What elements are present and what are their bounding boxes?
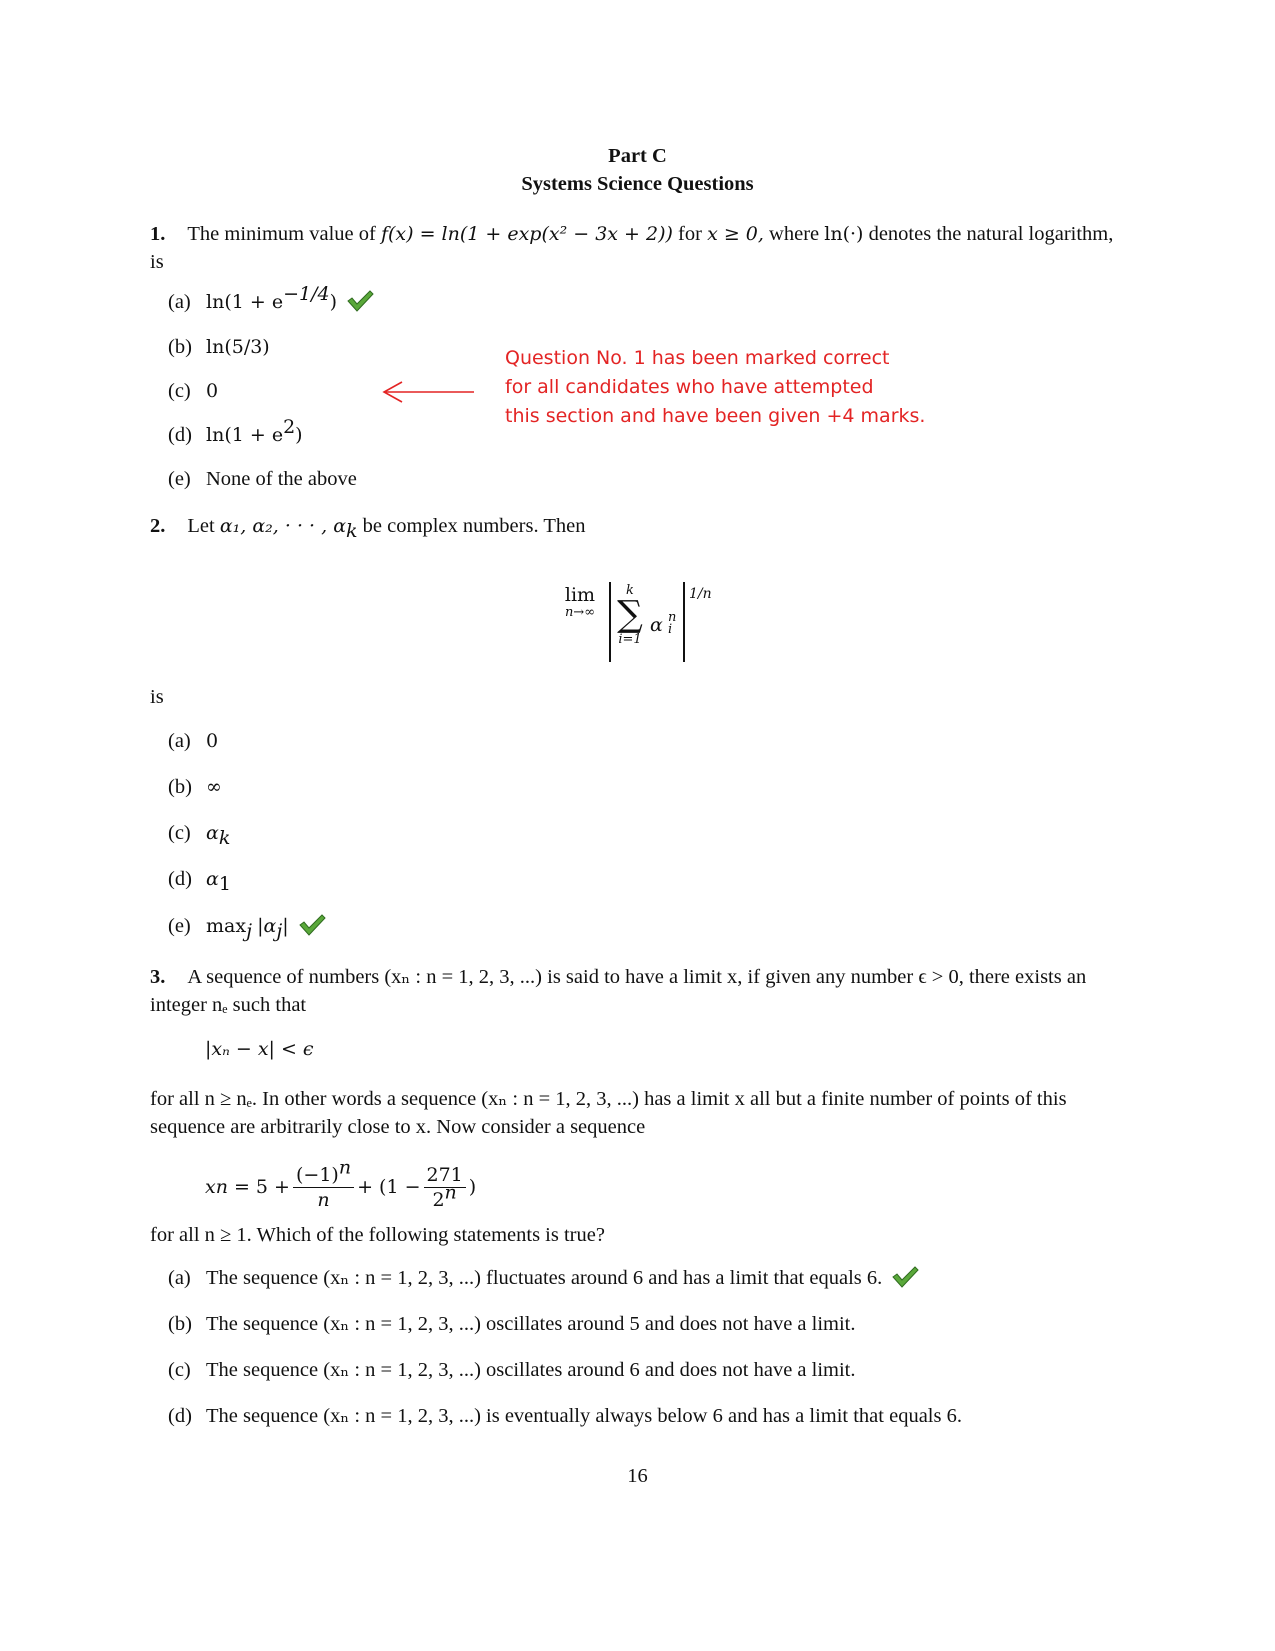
sequence-formula: x n = 5 + $\frac{(-1)^n}{n}$ + (1 − $\frac{271}{2^n}$ )	[205, 1156, 477, 1211]
q1-option-b: (b) ln(5/3)	[168, 336, 270, 358]
q3-option-b: (b) The sequence (xₙ : n = 1, 2, 3, ...) oscillates around 5 and does not have a limit.	[168, 1313, 856, 1335]
question-1-number: 1.	[150, 223, 166, 245]
fraction-two: $\frac{271}{2^n}$	[424, 1163, 466, 1212]
q2-option-e: (e) $\max_j |\alpha_j|$	[168, 914, 326, 938]
abs-bar-right	[683, 582, 685, 662]
part-title: Part C	[608, 145, 667, 167]
grading-note: Question No. 1 has been marked correct for all candidates who have attempted this section and have been given +4 marks.	[505, 347, 926, 427]
question-2-text: 2. Let α₁, α₂, · · · , $\alpha_k$ be complex numbers. Then	[150, 515, 586, 543]
fraction-one: $\frac{(-1)^n}{n}$	[293, 1163, 354, 1212]
q1-option-e: (e) None of the above	[168, 468, 357, 490]
q1-option-d: (d) $\ln(1 + e^2)$	[168, 416, 303, 446]
section-subtitle: Systems Science Questions	[521, 173, 754, 195]
summand: α n i	[650, 610, 677, 637]
question-2-number: 2.	[150, 515, 166, 537]
page-number: 16	[627, 1465, 648, 1487]
correct-check-icon	[346, 290, 374, 312]
root-exponent: 1/n	[689, 586, 712, 602]
q3-option-a: (a) The sequence (xₙ : n = 1, 2, 3, ...) fluctuates around 6 and has a limit that equals 6.	[168, 1265, 919, 1290]
question-3-explanation: for all n ≥ nₑ. In other words a sequence (xₙ : n = 1, 2, 3, ...) has a limit x all but a finite number of points of this sequence are arbitrarily close to x. Now consider a sequence	[150, 1088, 1067, 1138]
correct-check-icon	[298, 914, 326, 936]
question-3-number: 3.	[150, 966, 166, 988]
q2-is-word: is	[150, 686, 164, 708]
q3-option-c: (c) The sequence (xₙ : n = 1, 2, 3, ...) oscillates around 6 and does not have a limit.	[168, 1359, 856, 1381]
q2-option-b: (b) ∞	[168, 776, 222, 798]
limit-inequality: |xₙ − x| < ϵ	[205, 1038, 314, 1060]
q2-option-c: (c) $\alpha_k$	[168, 822, 231, 850]
correct-check-icon	[891, 1266, 919, 1288]
q2-option-a: (a) 0	[168, 730, 219, 752]
summation: k ∑ i=1	[617, 583, 643, 647]
q1-option-a: (a) $\ln(1 + e^{-1/4})$	[168, 290, 374, 314]
q3-option-d: (d) The sequence (xₙ : n = 1, 2, 3, ...) is eventually always below 6 and has a limit that equals 6.	[168, 1405, 962, 1427]
q2-option-d: (d) $\alpha_1$	[168, 868, 231, 896]
question-3-text: 3. A sequence of numbers (xₙ : n = 1, 2, 3, ...) is said to have a limit x, if given any number ϵ > 0, there exists an integer nₑ such that	[150, 966, 1087, 1016]
abs-bar-left	[609, 582, 611, 662]
limit-operator: lim n→∞	[564, 584, 596, 620]
question-3-prompt: for all n ≥ 1. Which of the following statements is true?	[150, 1224, 605, 1246]
q1-option-c: (c) 0	[168, 380, 219, 402]
left-arrow-icon	[380, 380, 476, 404]
question-1-text: 1. The minimum value of f(x) = ln(1 + exp(x² − 3x + 2)) for x ≥ 0, where ln(·) denotes the natural logarithm, is	[150, 223, 1114, 273]
